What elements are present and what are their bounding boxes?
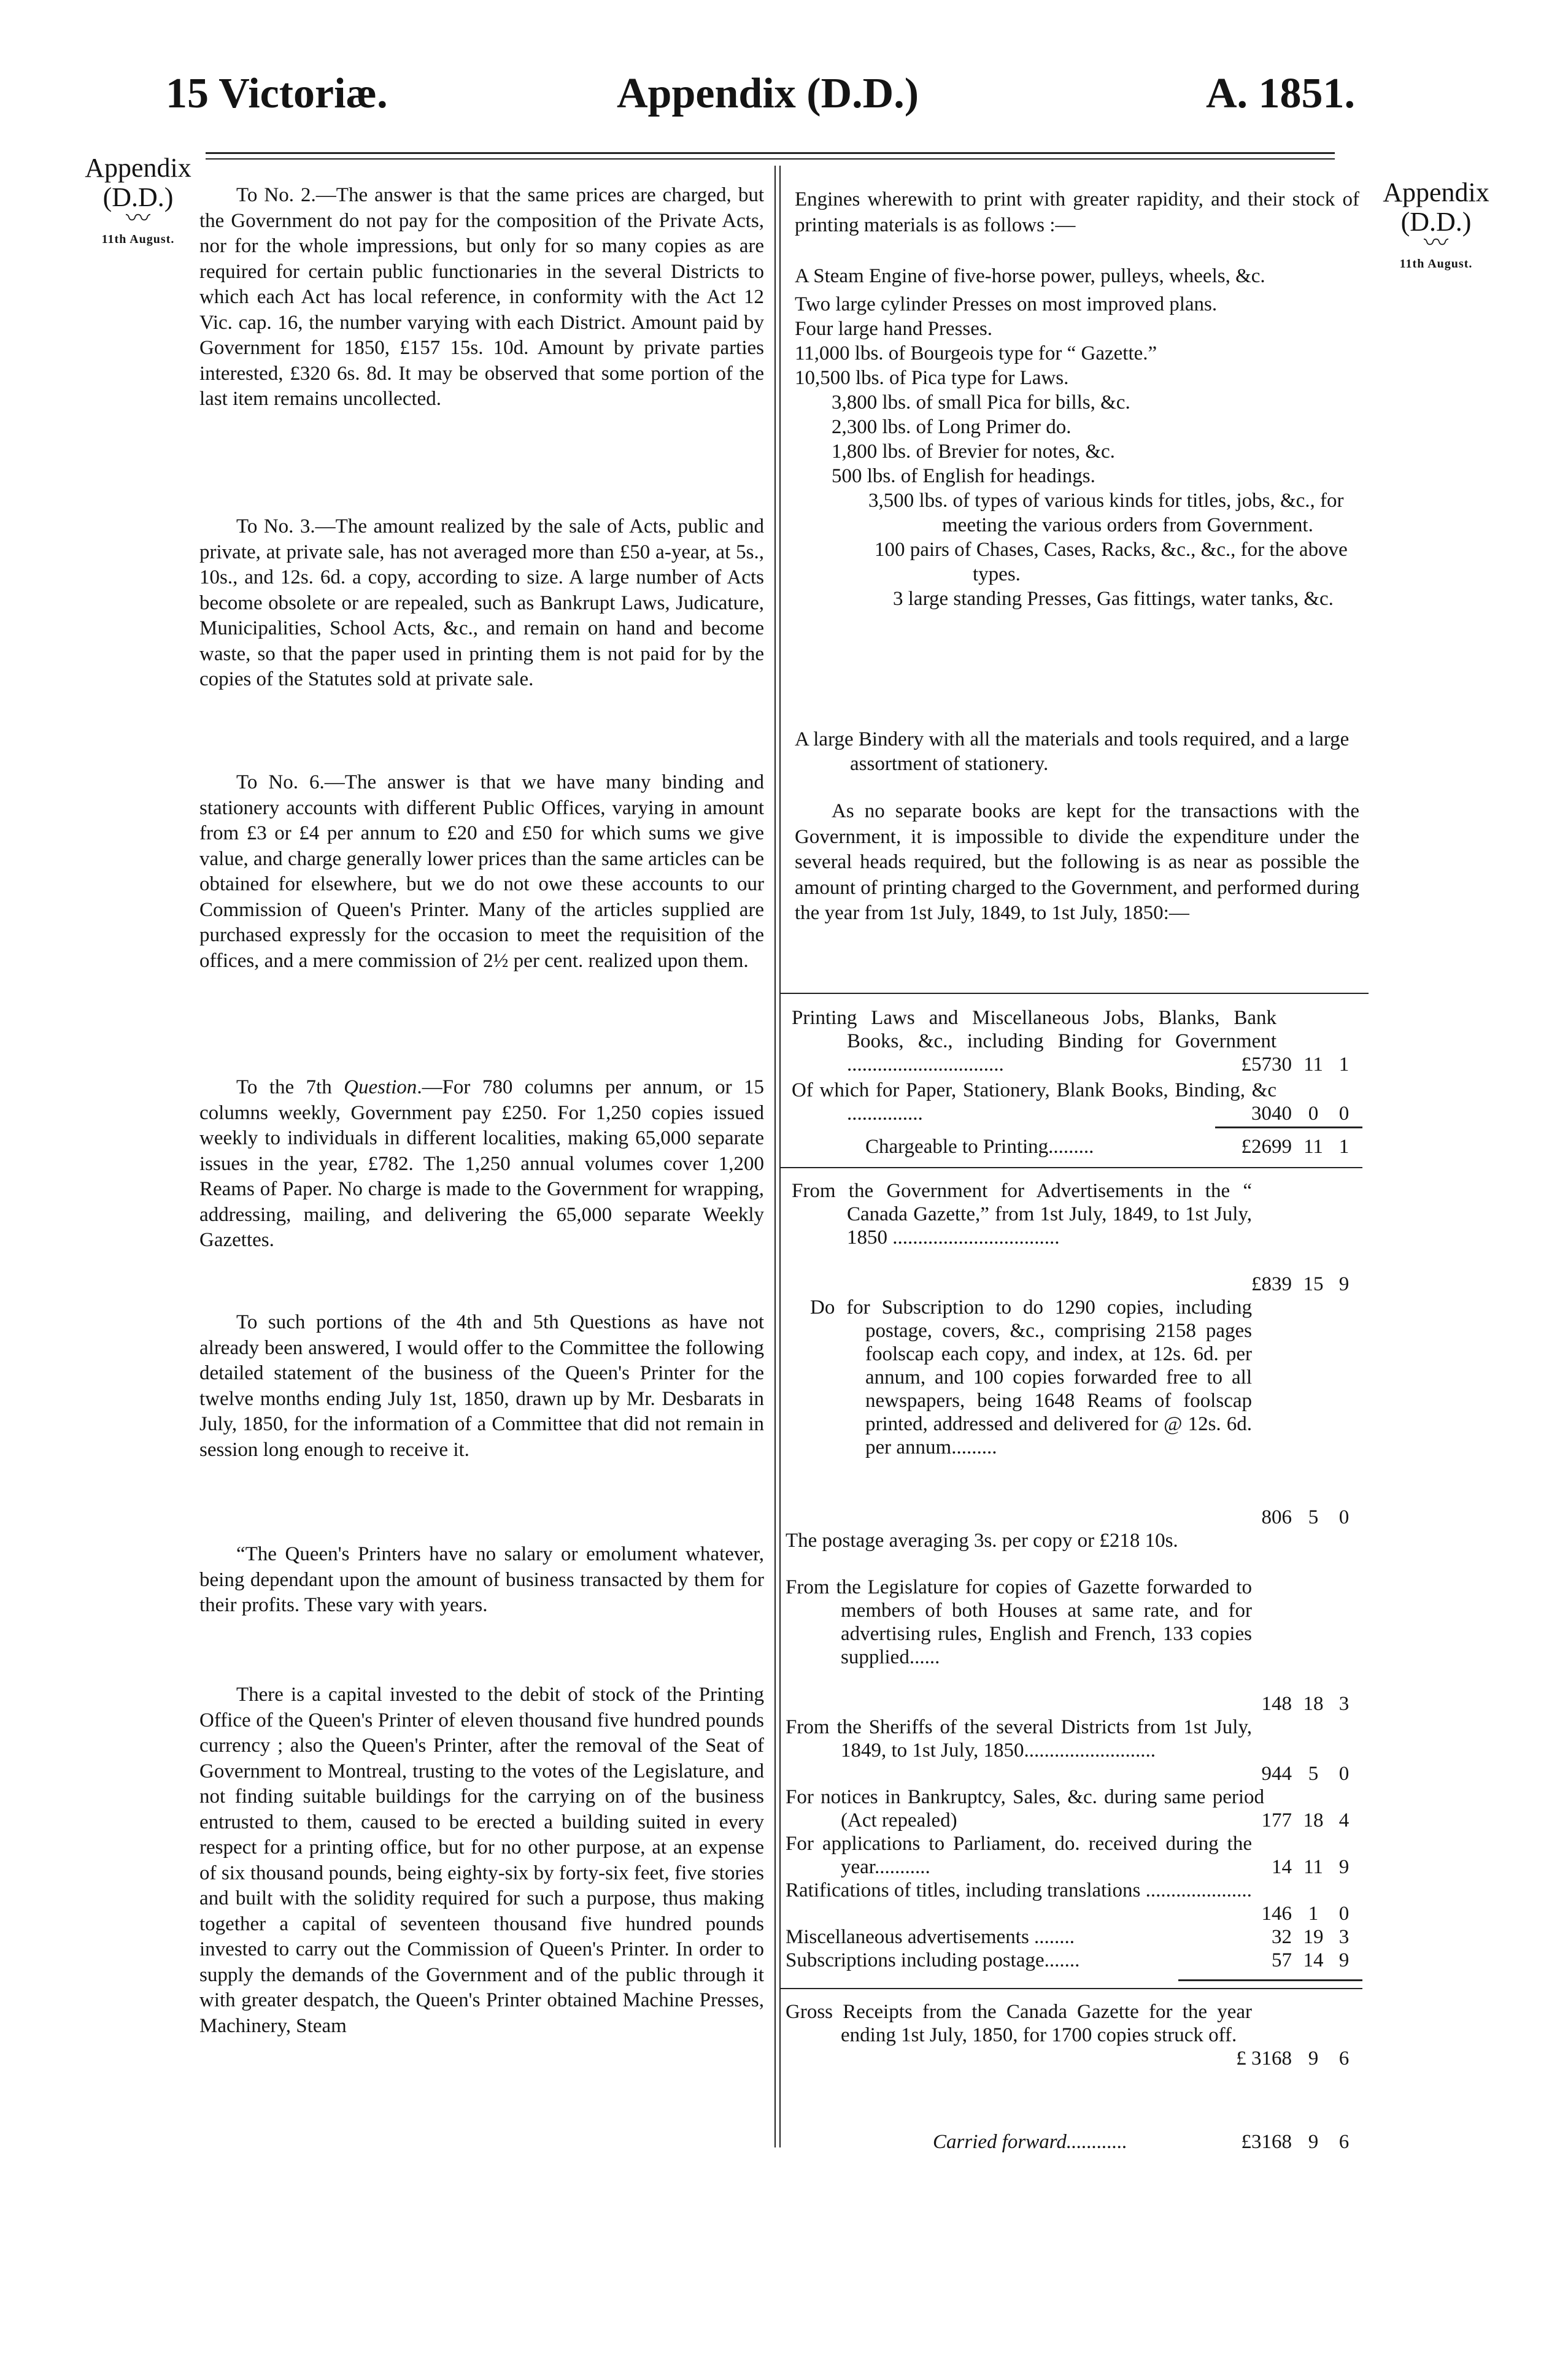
finance-pence: 4	[1338, 1809, 1350, 1831]
finance-pence: 0	[1338, 1506, 1350, 1528]
finance-shillings: 9	[1308, 2131, 1319, 2153]
paragraph-question-7	[199, 1075, 764, 1254]
finance-desc: Subscriptions including postage.......	[786, 1949, 1080, 1971]
stock-list	[795, 264, 1359, 611]
finance-desc: For notices in Bankruptcy, Sales, &c. during same period (Act repealed)	[786, 1786, 1264, 1831]
column-divider-a	[774, 166, 776, 2147]
margin-note-right-title: Appendix	[1383, 177, 1489, 207]
finance-pence: 6	[1338, 2131, 1350, 2153]
finance-pence: 9	[1338, 1273, 1350, 1295]
finance-pence: 0	[1338, 1903, 1350, 1925]
paragraph-no-2: To No. 2.—The answer is that the same prices are charged, but the Government do not pay for the composition of the Private Acts, nor for the whole impressions, but only for so many copies as are required for certain public functionaries in the several Districts to which each Act has local reference, in conformity with the Act 12 Vic. cap. 16, the number varying with each District. Amount paid by Government for 1850, £157 15s. 10d. Amount by private parties interested, £320 6s. 8d. It may be observed that some portion of the last item remains uncollected.	[199, 184, 764, 410]
margin-note-left-title: Appendix	[85, 153, 191, 183]
finance-shillings: 11	[1303, 1053, 1323, 1076]
finance-shillings: 14	[1303, 1949, 1324, 1971]
finance-pence: 0	[1338, 1763, 1350, 1785]
section-rule	[779, 1988, 1362, 1989]
finance-pence: 3	[1338, 1693, 1350, 1715]
finance-pounds: 57	[1272, 1949, 1292, 1971]
margin-note-right-label: (D.D.)	[1400, 207, 1472, 237]
finance-shillings: 11	[1303, 1856, 1323, 1878]
finance-desc: The postage averaging 3s. per copy or £218 10s.	[786, 1530, 1178, 1552]
finance-desc: Gross Receipts from the Canada Gazette for the year ending 1st July, 1850, for 1700 copies struck off.	[786, 2001, 1252, 2046]
finance-pounds: £ 3168	[1236, 2047, 1292, 2070]
finance-pence: 9	[1338, 1949, 1350, 1971]
finance-pence: 6	[1338, 2047, 1350, 2070]
question-7-prefix: To the 7th	[236, 1076, 344, 1098]
finance-pounds: 177	[1261, 1809, 1292, 1831]
finance-pounds: £5730	[1241, 1053, 1292, 1076]
finance-pounds: 3040	[1251, 1103, 1292, 1125]
finance-pounds: £839	[1251, 1273, 1292, 1295]
finance-shillings: 19	[1303, 1926, 1324, 1948]
paragraph-questions-4-5: To such portions of the 4th and 5th Questions as have not already been answered, I would offer to the Committee the following detailed statement of the business of the Queen's Printer for the twelve months ending July 1st, 1850, drawn up by Mr. Desbarats in July, 1850, for the information of a Committee that did not remain in session long enough to receive it.	[199, 1311, 764, 1461]
finance-shillings: 18	[1303, 1809, 1324, 1831]
bindery-line	[795, 727, 1359, 776]
finance-pounds: £2699	[1241, 1136, 1292, 1158]
list-item: 500 lbs. of English for headings.	[832, 465, 1095, 487]
question-7-italic: Question	[344, 1076, 417, 1098]
finance-desc: Ratifications of titles, including translations .....................	[786, 1879, 1252, 1901]
finance-pence: 9	[1338, 1856, 1350, 1878]
finance-pounds: 32	[1272, 1926, 1292, 1948]
finance-pounds: 944	[1261, 1763, 1292, 1785]
list-item: A Steam Engine of five-horse power, pulleys, wheels, &c.	[795, 265, 1265, 287]
finance-desc: Printing Laws and Miscellaneous Jobs, Blanks, Bank Books, &c., including Binding for Government ...............................	[792, 1007, 1276, 1076]
finance-shillings: 5	[1308, 1506, 1319, 1528]
finance-pounds: £3168	[1241, 2131, 1292, 2153]
finance-shillings: 9	[1308, 2047, 1319, 2070]
paragraph-quote: “The Queen's Printers have no salary or emolument whatever, being dependant upon the amount of business transacted by them for their profits. These vary with years.	[199, 1543, 764, 1616]
running-head-left: 15 Victoriæ.	[166, 70, 388, 117]
finance-shillings: 11	[1303, 1136, 1323, 1158]
finance-desc: Do for Subscription to do 1290 copies, including postage, covers, &c., comprising 2158 pages foolscap each copy, and index, at 12s. 6d. per annum, and 100 copies forwarded free to all newspapers, being 1648 Reams of foolscap printed, addressed and delivered for @ 12s. 6d. per annum.........	[810, 1296, 1252, 1458]
finance-desc: Miscellaneous advertisements ........	[786, 1926, 1075, 1948]
running-head-right: A. 1851.	[1206, 70, 1356, 117]
list-item: 100 pairs of Chases, Cases, Racks, &c., &c., for the above types.	[875, 539, 1348, 585]
section-rule	[779, 1167, 1362, 1168]
question-7-text: .—For 780 columns per annum, or 15 columns weekly, Government pay £250. For 1,250 copies issued weekly to individuals in different localities, making 65,000 separate issues in the year, £782. The 1,250 annual volumes cover 1,200 Reams of Paper. No charge is made to the Government for wrapping, addressing, mailing, and delivering the 65,000 separate Weekly Gazettes.	[199, 1076, 765, 1251]
finance-desc: Carried forward............	[933, 2131, 1127, 2153]
stock-intro: Engines wherewith to print with greater rapidity, and their stock of printing materials is as follows :—	[795, 188, 1359, 236]
list-item: 3 large standing Presses, Gas fittings, water tanks, &c.	[893, 588, 1334, 610]
list-item: Two large cylinder Presses on most improved plans.	[795, 293, 1218, 315]
finance-desc: Of which for Paper, Stationery, Blank Books, Binding, &c ...............	[792, 1079, 1276, 1125]
finance-pounds: 14	[1272, 1856, 1292, 1878]
finance-shillings: 0	[1308, 1103, 1319, 1125]
paragraph-capital: There is a capital invested to the debit of stock of the Printing Office of the Queen's Printer of eleven thousand five hundred pounds currency ; also the Queen's Printer, after the removal of the Seat of Government to Montreal, trusting to the votes of the Legislature, and not finding suitable buildings for the carrying on of the business entrusted to them, caused to be erected a building suited in every respect for a printing office, but for no other purpose, at an expense of six thousand pounds, being eighty-six by forty-six feet, five stories and built with the solidity required for such a purpose, thus making together a capital of seventeen thousand five hundred pounds invested to carry out the Commission of Queen's Printer. In order to supply the demands of the Government and of the public through it with greater despatch, the Queen's Printer obtained Machine Presses, Machinery, Steam	[199, 1684, 764, 2037]
list-item: 11,000 lbs. of Bourgeois type for “ Gazette.”	[795, 342, 1157, 364]
finance-desc: From the Government for Advertisements in the “ Canada Gazette,” from 1st July, 1849, to 1st July, 1850 .................................	[792, 1180, 1252, 1249]
finance-desc: For applications to Parliament, do. received during the year...........	[786, 1833, 1252, 1878]
flourish-ornament: 〰	[1424, 229, 1448, 256]
header-rule-top	[206, 152, 1335, 154]
column-divider-b	[779, 166, 781, 2147]
header-rule-bottom	[206, 158, 1335, 160]
finance-shillings: 15	[1303, 1273, 1324, 1295]
finance-pence: 3	[1338, 1926, 1350, 1948]
finance-pence: 1	[1338, 1053, 1350, 1076]
sum-rule	[1215, 1126, 1362, 1128]
list-item: Four large hand Presses.	[795, 318, 993, 340]
paragraph-no-3: To No. 3.—The amount realized by the sale of Acts, public and private, at private sale, has not averaged more than £50 a-year, at 5s., 10s., and 12s. 6d. a copy, according to size. A large number of Acts become obsolete or are repealed, such as Bankrupt Laws, Judicature, Municipalities, School Acts, &c., and remain on hand and become waste, so that the paper used in printing them is not paid for by the copies of the Statutes sold at private sale.	[199, 515, 764, 690]
running-head-center: Appendix (D.D.)	[617, 70, 919, 117]
finance-top-rule	[779, 993, 1369, 994]
list-item: 2,300 lbs. of Long Primer do.	[832, 416, 1072, 438]
finance-pounds: 148	[1261, 1693, 1292, 1715]
list-item: 3,800 lbs. of small Pica for bills, &c.	[832, 391, 1130, 414]
list-item: 3,500 lbs. of types of various kinds for titles, jobs, &c., for meeting the various orders from Government.	[868, 490, 1344, 536]
flourish-ornament: 〰	[126, 204, 150, 232]
list-item: 10,500 lbs. of Pica type for Laws.	[795, 367, 1069, 389]
margin-note-right-date: 11th August.	[1399, 257, 1473, 271]
finance-pence: 0	[1338, 1103, 1350, 1125]
list-item: 1,800 lbs. of Brevier for notes, &c.	[832, 441, 1115, 463]
finance-desc: Chargeable to Printing.........	[865, 1136, 1094, 1158]
finance-desc: From the Legislature for copies of Gazette forwarded to members of both Houses at same rate, and for advertising rules, English and French, 133 copies supplied......	[786, 1576, 1252, 1668]
finance-desc: From the Sheriffs of the several Districts from 1st July, 1849, to 1st July, 1850..........................	[786, 1716, 1252, 1762]
finance-pounds: 806	[1261, 1506, 1292, 1528]
finance-pence: 1	[1338, 1136, 1350, 1158]
margin-note-left-date: 11th August.	[101, 233, 175, 246]
finance-shillings: 1	[1308, 1903, 1319, 1925]
margin-note-right	[1362, 178, 1510, 279]
margin-note-left	[68, 153, 209, 254]
finance-shillings: 18	[1303, 1693, 1324, 1715]
finance-pounds: 146	[1261, 1903, 1292, 1925]
finance-table	[786, 1006, 1362, 2172]
paragraph-no-6: To No. 6.—The answer is that we have many binding and stationery accounts with different Public Offices, varying in amount from £3 or £4 per annum to £20 and £50 for which sums we give value, and charge generally lower prices than the same articles can be obtained for elsewhere, but we do not owe these accounts to our Commission of Queen's Printer. Many of the articles supplied are purchased expressly for the occasion to meet the requisition of the offices, and a mere commission of 2½ per cent. realized upon them.	[199, 771, 764, 972]
finance-shillings: 5	[1308, 1763, 1319, 1785]
margin-note-left-label: (D.D.)	[102, 182, 174, 212]
bindery-text: A large Bindery with all the materials and tools required, and a large assortment of stationery.	[795, 728, 1350, 775]
total-rule	[1178, 1979, 1362, 1981]
expenditure-paragraph: As no separate books are kept for the transactions with the Government, it is impossible to divide the expenditure under the several heads required, but the following is as near as possible the amount of printing charged to the Government, and performed during the year from 1st July, 1849, to 1st July, 1850:—	[795, 800, 1359, 924]
